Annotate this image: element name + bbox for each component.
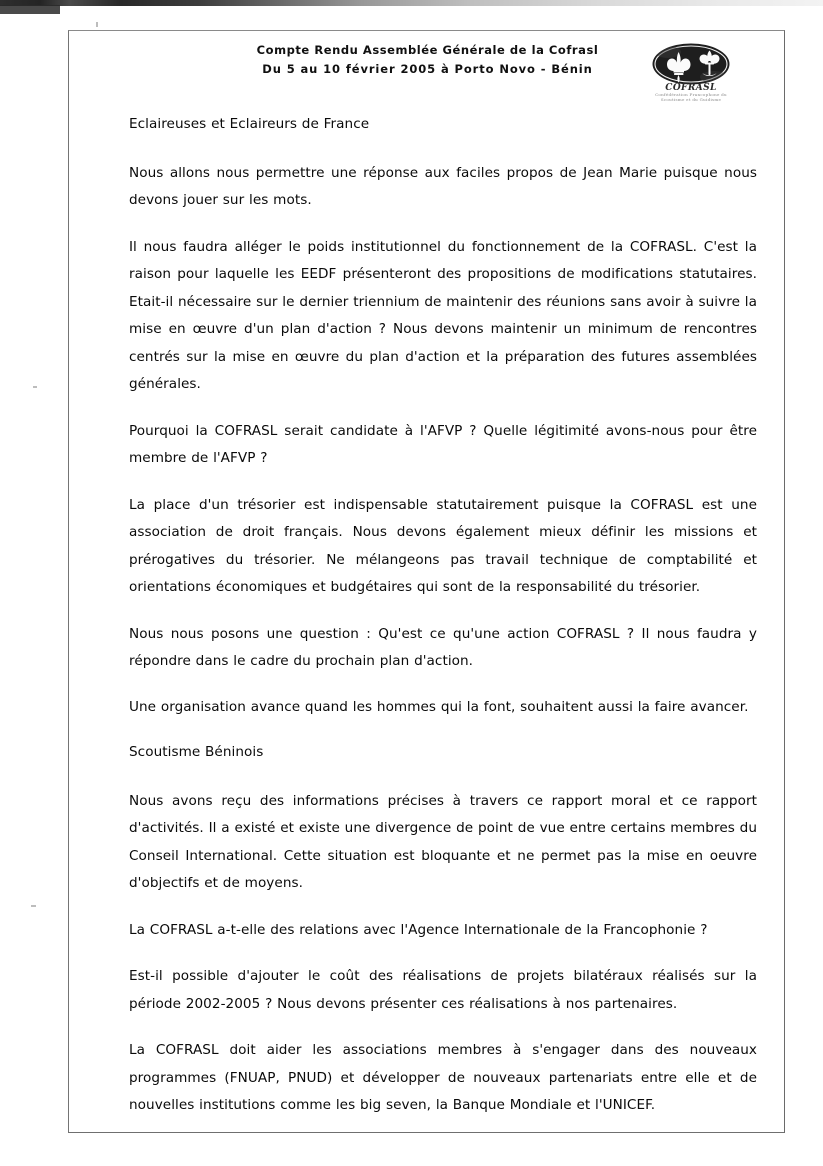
cofrasl-logo-emblem-icon [651,42,731,86]
paragraph-10: La COFRASL doit aider les associations membres à s'engager dans des nouveaux programmes (FNUAP, PNUD) et développer de nouveaux partenariats entre elle et de nouvelles institutions comme les big seven, la Banque Mondiale et l'UNICEF. [129,1042,757,1113]
document-header [69,41,786,111]
header-title-line-1: Compte Rendu Assemblée Générale de la Cofrasl [256,43,599,57]
header-title-line-2: Du 5 au 10 février 2005 à Porto Novo - Bénin [262,62,593,76]
paragraph-5: Nous nous posons une question : Qu'est ce qu'une action COFRASL ? Il nous faudra y répondre dans le cadre du prochain plan d'action. [129,625,757,669]
paragraph-9: Est-il possible d'ajouter le coût des réalisations de projets bilatéraux réalisés sur la période 2002-2005 ? Nous devons présenter ces réalisations à nos partenaires. [129,968,757,1012]
paragraph-2: Il nous faudra alléger le poids institutionnel du fonctionnement de la COFRASL. C'est la raison pour laquelle les EEDF présenteront des propositions de modifications statutaires. Etait-il nécessaire sur le dernier triennium de maintenir des réunions sans avoir à suivre la mise en œuvre d'un plan d'action ? Nous devons maintenir un minimum de rencontres centrés sur la mise en œuvre du plan d'action et la préparation des futures assemblées générales. [129,238,757,392]
paragraph-3: Pourquoi la COFRASL serait candidate à l'AFVP ? Quelle légitimité avons-nous pour être membre de l'AFVP ? [129,422,757,466]
document-page [68,30,785,1133]
scan-speck-1 [96,22,98,27]
cofrasl-logo [647,40,743,102]
paragraph-7: Nous avons reçu des informations précises à travers ce rapport moral et ce rapport d'activités. Il a existé et existe une divergence de point de vue entre certains membres du Conseil International. Cette situation est bloquante et ne permet pas la mise en oeuvre d'objectifs et de moyens. [129,792,757,891]
scan-artifact-top-corner [0,5,60,14]
cofrasl-logo-subcaption: Confédération Francophone du Scoutisme et du Guidisme [655,92,727,102]
scan-speck-3 [31,905,36,907]
section-heading-scoutisme-beninois: Scoutisme Béninois [129,744,264,760]
paragraph-1: Nous allons nous permettre une réponse aux faciles propos de Jean Marie puisque nous devons jouer sur les mots. [129,164,757,208]
scan-artifact-top-band [0,0,823,6]
document-body [129,111,757,1139]
paragraph-6: Une organisation avance quand les hommes qui la font, souhaitent aussi la faire avancer. [129,698,749,715]
scan-speck-2 [33,386,37,388]
paragraph-8: La COFRASL a-t-elle des relations avec l'Agence Internationale de la Francophonie ? [129,921,708,938]
paragraph-4: La place d'un trésorier est indispensable statutairement puisque la COFRASL est une association de droit français. Nous devons également mieux définir les missions et prérogatives du trésorier. Ne mélangeons pas travail technique de comptabilité et orientations économiques et budgétaires qui sont de la responsabilité du trésorier. [129,496,757,595]
cofrasl-logo-caption: COFRASL [665,82,717,94]
section-heading-eedf: Eclaireuses et Eclaireurs de France [129,116,370,132]
